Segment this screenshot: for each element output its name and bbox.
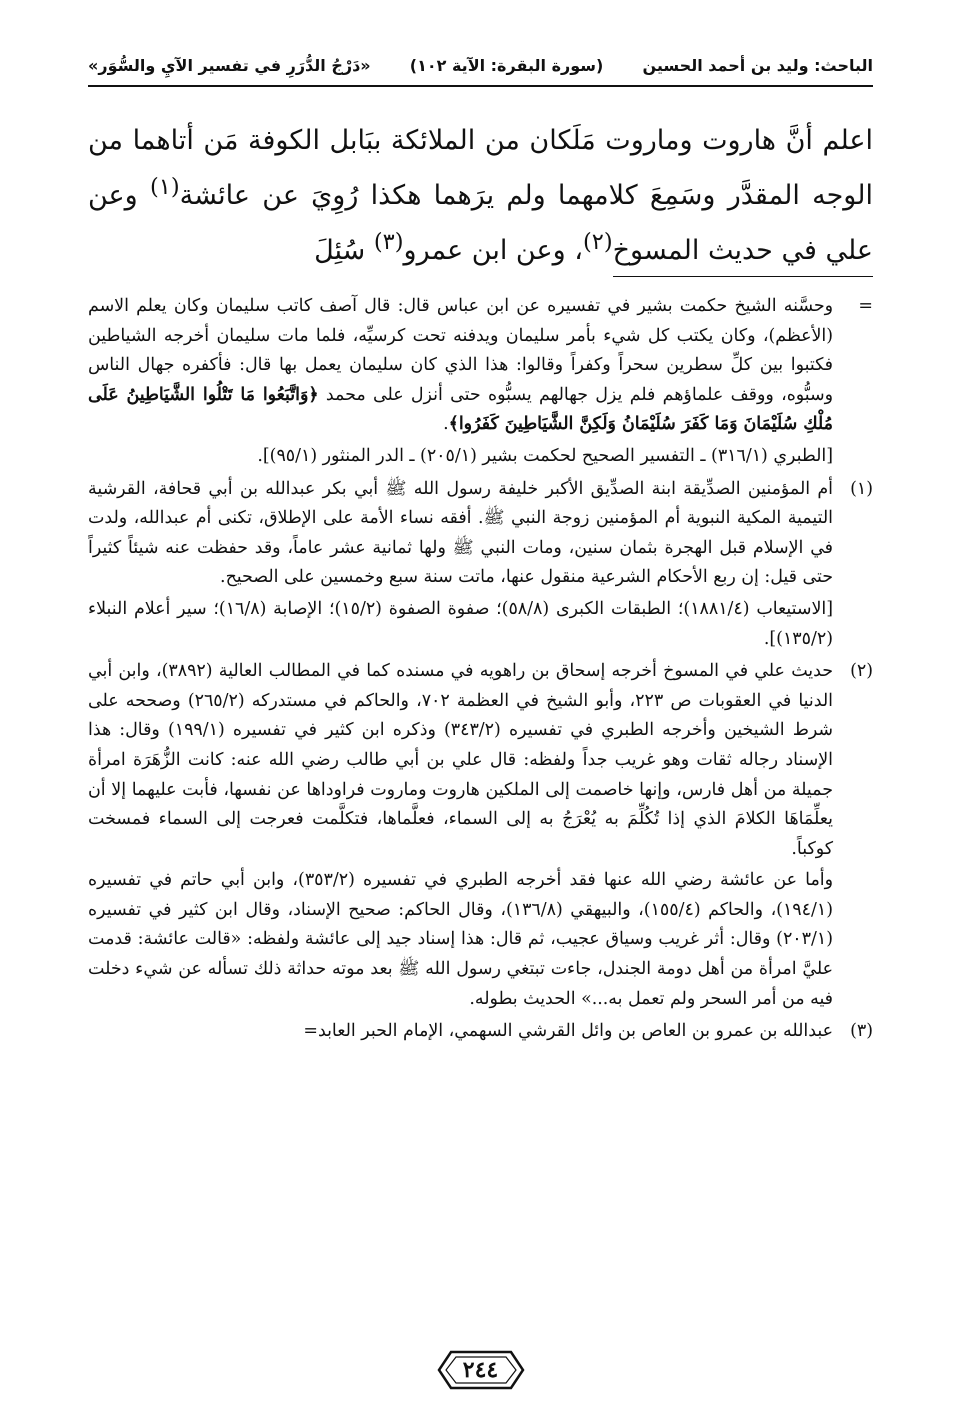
header-rule — [88, 85, 873, 87]
continuation-marker: = — [858, 296, 873, 316]
footnote-1-sources: [الاستيعاب (١٨٨١/٤)؛ الطبقات الكبرى (٥٨/٨)؛ صفوة الصفوة (١٥/٢)؛ الإصابة (١٦/٨)؛ سير أعلام النبلاء (١٣٥/٢)]. — [88, 598, 834, 649]
footnote-continued-body — [88, 292, 833, 472]
footnote-2 — [88, 657, 873, 1014]
footnote-1-text: أم المؤمنين الصدِّيقة ابنة الصدِّيق الأكبر خليفة رسول الله ﷺ أبي بكر عبدالله بن أبي قحافة، القرشية التيمية المكية النبوية أم المؤمنين زوجة النبي ﷺ. أفقه نساء الأمة على الإطلاق، تكنى أم عبدالله، ولدت في الإسلام قبل الهجرة بثمان سنين، ومات النبي ﷺ ولها ثمانية عشر عاماً، وقد حفظت عنه شيئاً كثيراً حتى قيل: إن ربع الأحكام الشرعية منقول عنها، ماتت سنة سبع وخمسين على الصحيح. — [88, 478, 833, 588]
footnote-3-number: (٣) — [850, 1021, 873, 1042]
book-page — [88, 48, 873, 1388]
footnote-2-text-continued: وأما عن عائشة رضي الله عنها فقد أخرجه الطبري في تفسيره (٣٥٣/٢)، وابن أبي حاتم في تفسيره (١٩٤/١)، والحاكم (١٥٥/٤)، والبيهقي (١٣٦/٨)، وقال الحاكم: صحيح الإسناد، وقال ابن كثير في تفسيره (٢٠٣/١) وقال: أثر غريب وسياق عجيب، ثم قال: هذا إسناد جيد إلى عائشة ولفظه: «قالت عائشة: قدمت عليَّ امرأة من أهل دومة الجندل، جاءت تبتغي رسول الله ﷺ بعد موته حداثة ذلك تسأله عن شيء دخلت فيه من أمر السحر ولم تعمل به...» الحديث بطوله. — [88, 870, 833, 1009]
continued-text-after-quran: . — [443, 414, 449, 435]
main-text-part-4: سُئِلَ — [314, 235, 374, 266]
header-book-title: «دَرْجُ الدُّرَرِ في تفسير الآيِ والسُّوَر» — [88, 55, 371, 75]
footnote-continued-sources: [الطبري (٣١٦/١) ـ التفسير الصحيح لحكمت بشير (٢٠٥/١) ـ الدر المنثور (٩٥/١)]. — [257, 445, 833, 466]
footnote-ref-2: (٢) — [582, 229, 613, 255]
footnote-3-text: عبدالله بن عمرو بن العاص بن وائل القرشي السهمي، الإمام الحبر العابد= — [303, 1021, 833, 1042]
main-text-part-2: وعن علي في حديث المسوخ — [88, 180, 873, 266]
main-text-part-1: اعلم أنَّ هاروت وماروت مَلَكان من الملائكة ببَابل الكوفة مَن أتاهما من الوجه المقدَّر وسَمِعَ كلامهما ولم يرَهما هكذا رُوِيَ عن عائشة — [88, 125, 873, 211]
footnote-2-text: حديث علي في المسوخ أخرجه إسحاق بن راهويه في مسنده كما في المطالب العالية (٣٨٩٢)، وابن أبي الدنيا في العقوبات ص ٢٢٣، وأبو الشيخ في العظمة ٧٠٢، والحاكم في مستدركه (٢٦٥/٢) وصححه على شرط الشيخين وأخرجه الطبري في تفسيره (٣٤٣/٢) وذكره ابن كثير في تفسيره (١٩٩/١) وقال: هذا الإسناد رجاله ثقات وهو غريب جداً ولفظه: قال علي بن أبي طالب رضي الله عنه: كانت الزُّهَرَة امرأة جميلة من أهل فارس، وإنها خاصمت إلى الملكين هاروت وماروت فراوداها عن نفسها، فأبت عليهما إلا أن يعلِّمَاهَا الكلامَ الذي إذا تُكُلِّمَ به يُعْرَجُ به إلى السماء، فعلَّماها، فتكلَّمت فعرجت إلى السماء فمسخت كوكباً. — [88, 661, 833, 859]
footnote-1-number: (١) — [850, 478, 873, 499]
footnotes — [88, 292, 873, 1047]
footnote-2-body — [88, 657, 833, 1014]
footnote-continued-text — [88, 292, 833, 440]
header-author: الباحث: وليد بن أحمد الحسين — [642, 55, 873, 75]
footnote-1-body — [88, 475, 833, 655]
footnote-ref-1: (١) — [149, 174, 180, 200]
running-header — [88, 48, 873, 82]
footnote-separator — [613, 276, 873, 277]
page-number: ٢٤٤ — [462, 1357, 499, 1383]
header-surah-reference: (سورة البقرة: الآية ١٠٢) — [409, 55, 604, 75]
main-text — [88, 118, 873, 274]
quran-verse: ﴿وَاتَّبَعُوا مَا تَتْلُوا الشَّيَاطِينُ عَلَى مُلْكِ سُلَيْمَانَ وَمَا كَفَرَ سُلَيْمَانُ وَلَكِنَّ الشَّيَاطِينَ كَفَرُوا﴾ — [88, 384, 833, 435]
footnote-1 — [88, 475, 873, 655]
footnote-2-number: (٢) — [850, 661, 873, 682]
footnote-ref-3: (٣) — [373, 229, 404, 255]
page-number-ornament — [437, 1348, 525, 1392]
main-text-part-3: ، وعن ابن عمرو — [403, 235, 583, 266]
continued-text-before-quran: وحسَّنه الشيخ حكمت بشير في تفسيره عن ابن عباس قال: قال آصف كاتب سليمان وكان يعلم الاسم (الأعظم)، وكان يكتب كل شيء بأمر سليمان ويدفنه تحت كرسيِّه، فلما مات سليمان أخرجه الشياطين فكتبوا بين كلِّ سطرين سحراً وكفراً وقالوا: هذا الذي كان سليمان يعمل بها قال: فأكفره جهال الناس وسبُّوه، ووقف علماؤهم فلم يزل جهالهم يسبُّوه حتى أنزل على محمد — [88, 296, 834, 405]
footnote-3-body — [88, 1017, 833, 1047]
footnote-continued — [88, 292, 873, 472]
footnote-3 — [88, 1017, 873, 1047]
